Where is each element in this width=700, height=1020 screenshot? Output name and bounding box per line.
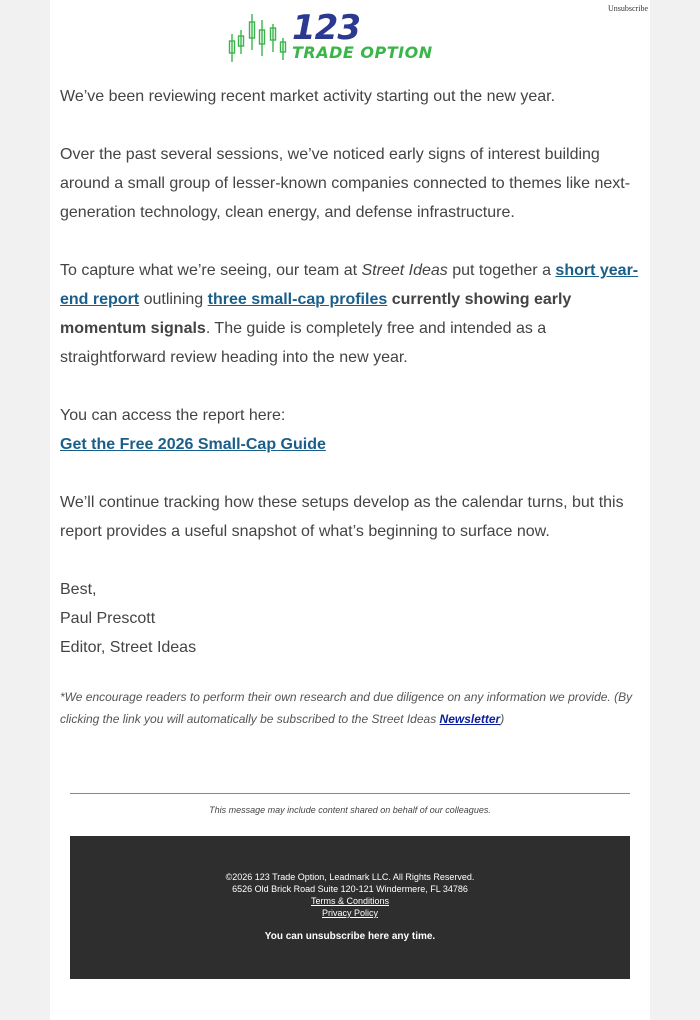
paragraph-observation: Over the past several sessions, we’ve noticed early signs of interest building around a small group of lesser-known companies connected to themes like next-generation technology, clean energy, and defense infrastructure. <box>60 146 631 221</box>
terms-link[interactable]: Terms & Conditions <box>310 896 390 906</box>
candlestick-logo-icon <box>226 12 292 66</box>
brand-name: Street Ideas <box>361 262 448 279</box>
bold-phrase: currently showing early momentum signals <box>60 291 572 337</box>
paragraph-report: To capture what we’re seeing, our team at Street Ideas put together a short year-end report outlining three small-cap profiles currently showing early momentum signals. The guide is completely free and intended as a straightforward review heading into the new year. <box>60 262 639 366</box>
report-link[interactable]: short year-end report <box>60 262 639 308</box>
logo <box>226 8 476 66</box>
email-body <box>60 82 640 691</box>
footer <box>70 836 630 979</box>
email-page <box>50 0 650 1020</box>
guide-link[interactable]: Get the Free 2026 Small-Cap Guide <box>60 436 326 453</box>
divider <box>70 793 630 794</box>
footer-unsubscribe-link[interactable]: You can unsubscribe here any time. <box>264 931 436 942</box>
signoff: Best, <box>60 581 97 598</box>
logo-brand: TRADE OPTION <box>292 43 433 62</box>
profiles-link[interactable]: three small-cap profiles <box>207 291 388 308</box>
signer-title: Editor, Street Ideas <box>60 639 197 656</box>
privacy-link[interactable]: Privacy Policy <box>321 908 378 918</box>
colleagues-note: This message may include content shared on behalf of our colleagues. <box>209 805 491 815</box>
paragraph-intro: We’ve been reviewing recent market activity starting out the new year. <box>60 88 556 105</box>
copyright: ©2026 123 Trade Option, Leadmark LLC. All Rights Reserved. <box>225 872 475 882</box>
paragraph-closing: We’ll continue tracking how these setups develop as the calendar turns, but this report provides a useful snapshot of what’s beginning to surface now. <box>60 494 624 540</box>
disclaimer: *We encourage readers to perform their own research and due diligence on any information we provide. (By clicking the link you will automatically be subscribed to the Street Ideas Newsletter) <box>60 690 633 726</box>
logo-number: 123 <box>292 8 360 48</box>
signer-name: Paul Prescott <box>60 610 156 627</box>
newsletter-link[interactable]: Newsletter <box>439 712 501 726</box>
address: 6526 Old Brick Road Suite 120-121 Windermere, FL 34786 <box>232 884 468 894</box>
unsubscribe-link-top[interactable]: Unsubscribe <box>608 4 648 13</box>
signature <box>60 575 640 662</box>
paragraph-access: You can access the report here: Get the Free 2026 Small-Cap Guide <box>60 407 326 453</box>
